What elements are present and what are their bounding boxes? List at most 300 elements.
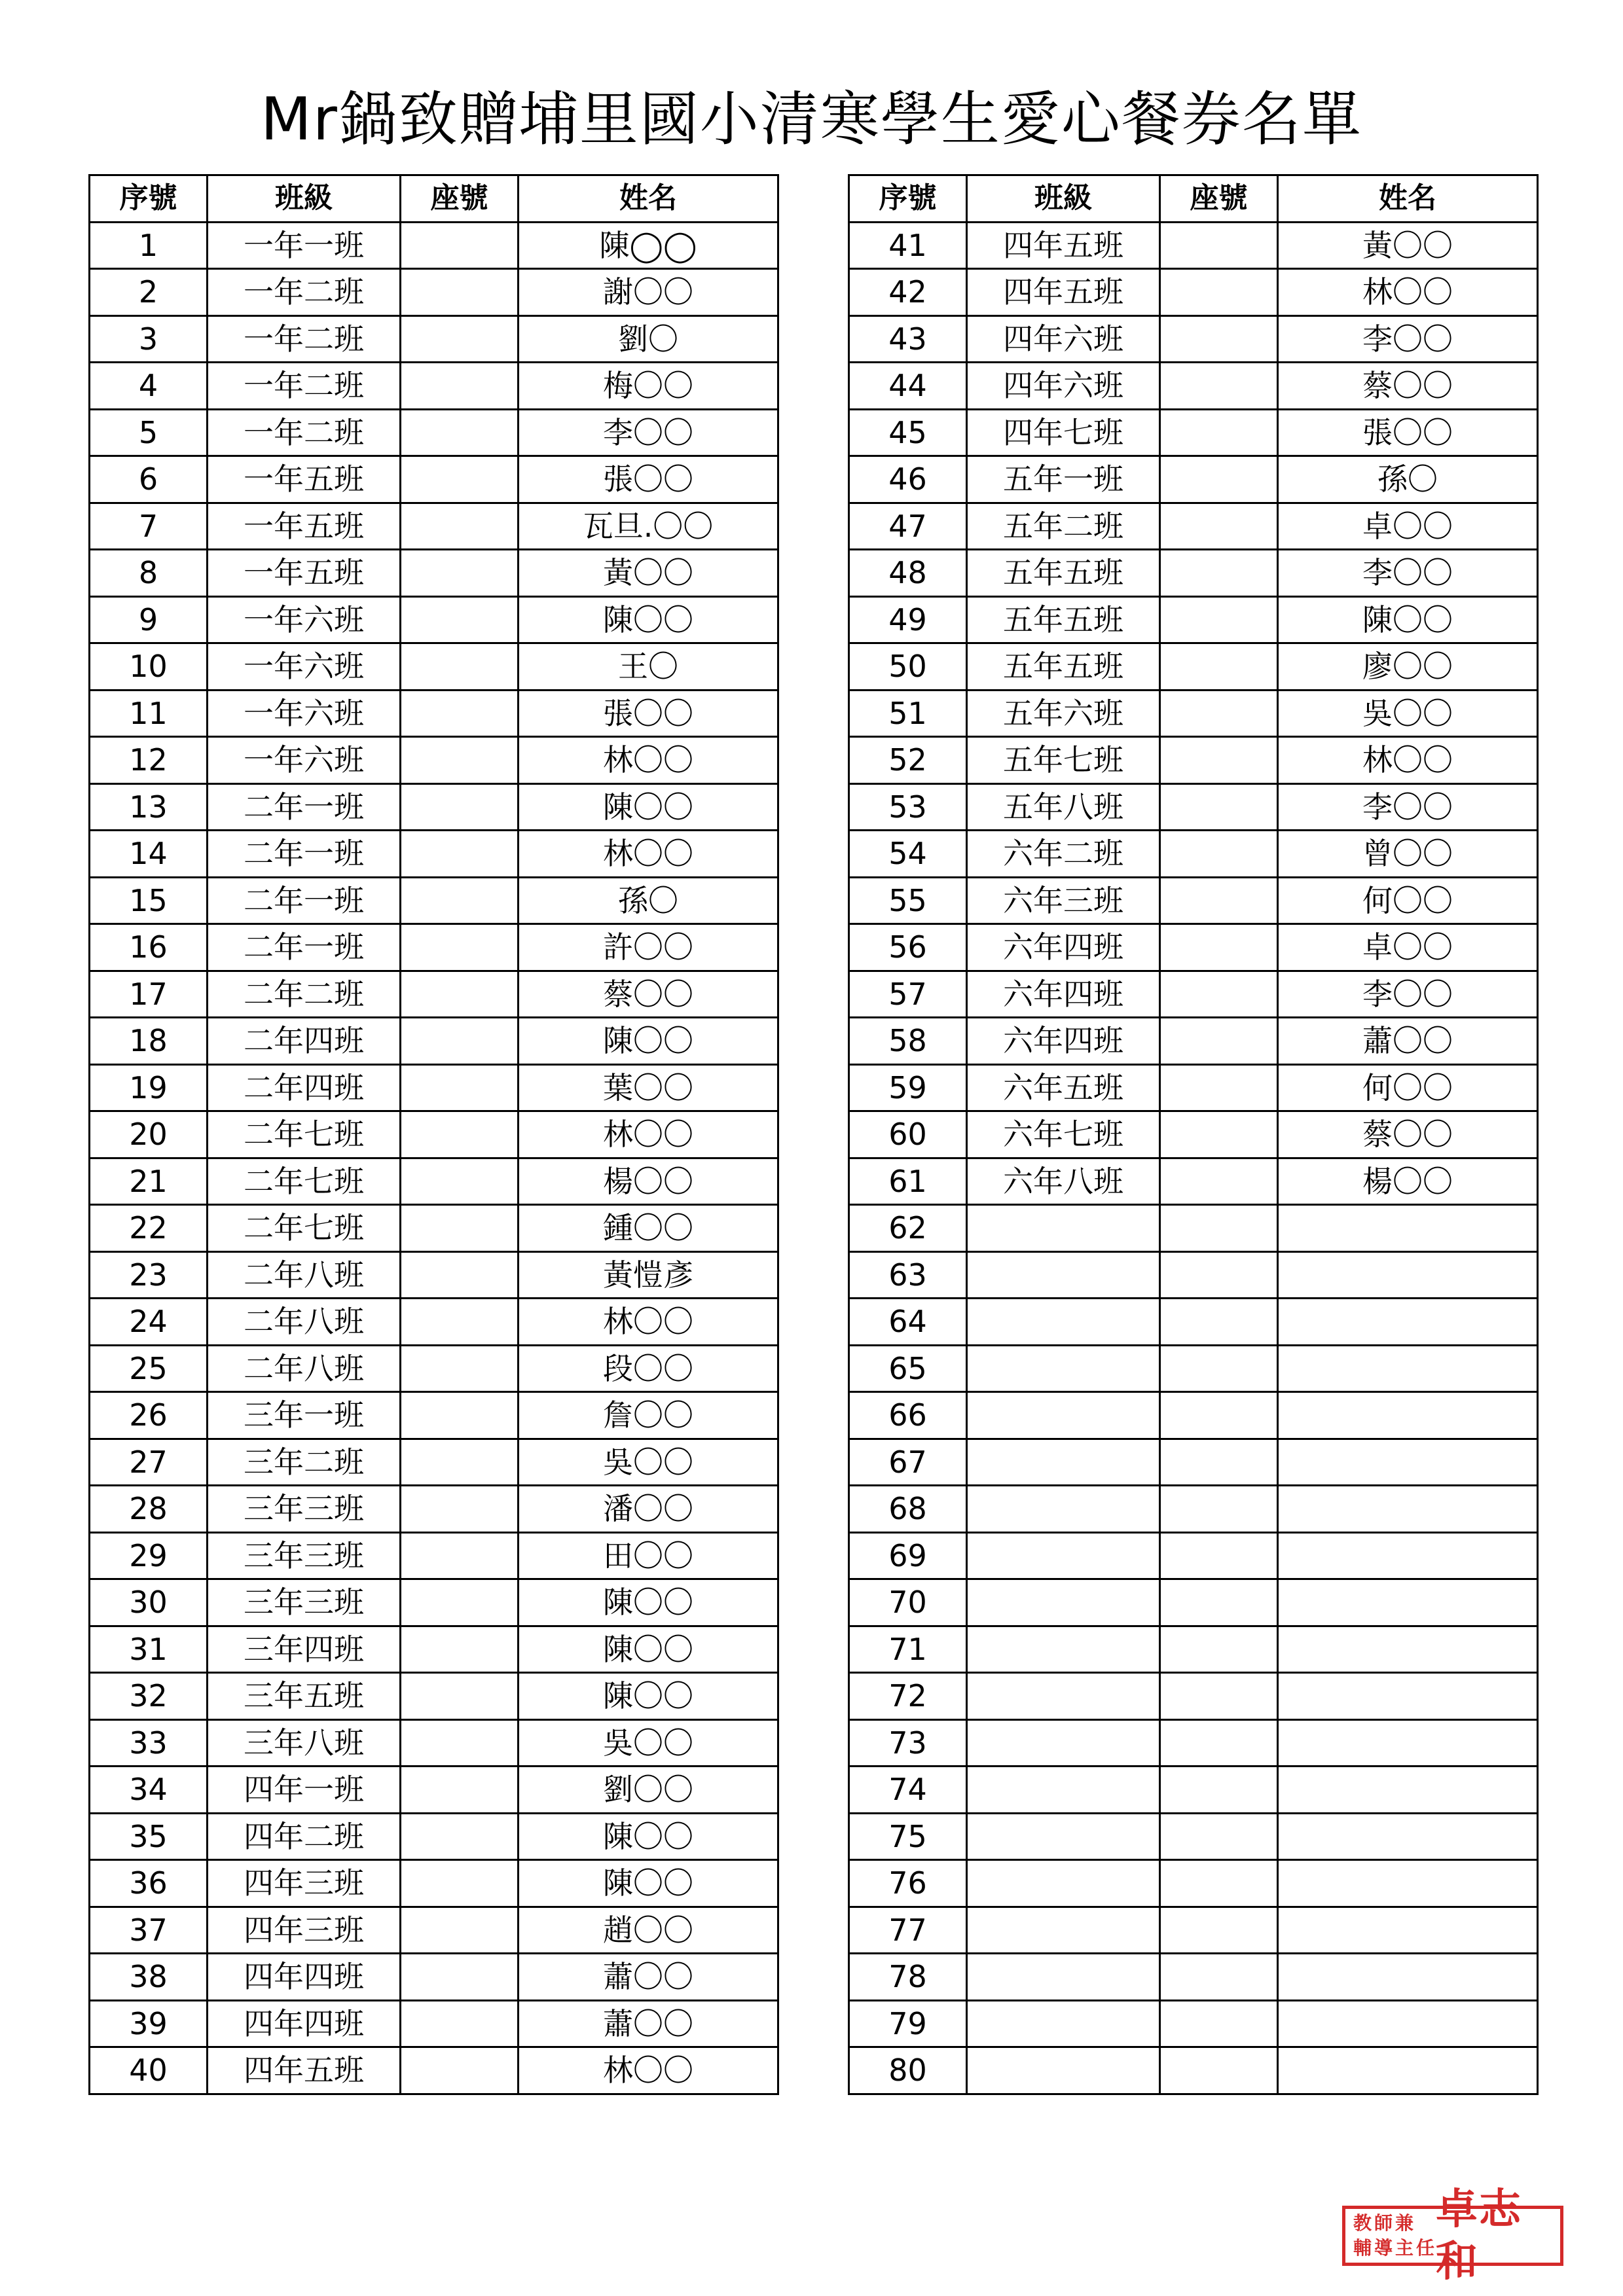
cell-name: 陳◯◯ [519, 222, 778, 269]
cell-name: 鍾〇〇 [519, 1205, 778, 1252]
table-row [90, 1907, 778, 1954]
cell-seat [401, 1345, 519, 1392]
cell-no: 35 [90, 1813, 208, 1860]
cell-class: 三年二班 [208, 1439, 401, 1486]
cell-name: 何〇〇 [1278, 877, 1538, 924]
cell-no: 13 [90, 783, 208, 831]
seal-title-chars-2 [1394, 2211, 1436, 2261]
cell-name [1278, 1486, 1538, 1533]
cell-name: 楊〇〇 [1278, 1158, 1538, 1205]
table-row [90, 1251, 778, 1299]
cell-name: 吳〇〇 [1278, 690, 1538, 737]
cell-class [967, 1954, 1160, 2001]
table-row [90, 1064, 778, 1111]
table-row [849, 1954, 1538, 2001]
cell-seat [401, 1954, 519, 2001]
cell-seat [1160, 550, 1278, 597]
cell-name [1278, 1392, 1538, 1439]
table-row [849, 1579, 1538, 1626]
cell-no: 6 [90, 456, 208, 503]
cell-class: 一年六班 [208, 596, 401, 643]
cell-no: 9 [90, 596, 208, 643]
cell-name: 梅〇〇 [519, 363, 778, 410]
table-row [849, 1392, 1538, 1439]
cell-class [967, 1767, 1160, 1814]
cell-name: 吳〇〇 [519, 1719, 778, 1767]
table-row [90, 315, 778, 363]
table-row [849, 924, 1538, 971]
cell-name [1278, 1439, 1538, 1486]
table-row [90, 222, 778, 269]
cell-no: 14 [90, 831, 208, 878]
cell-name: 陳〇〇 [519, 1018, 778, 1065]
table-row [849, 643, 1538, 691]
table-row [849, 222, 1538, 269]
table-header-row [849, 175, 1538, 223]
cell-seat [1160, 643, 1278, 691]
cell-name: 李〇〇 [1278, 550, 1538, 597]
cell-name: 蕭〇〇 [519, 2000, 778, 2047]
cell-seat [1160, 1860, 1278, 1907]
cell-class [967, 1813, 1160, 1860]
cell-seat [401, 1064, 519, 1111]
cell-name: 陳〇〇 [1278, 596, 1538, 643]
cell-seat [1160, 503, 1278, 550]
cell-class: 六年七班 [967, 1111, 1160, 1158]
cell-class: 三年五班 [208, 1673, 401, 1720]
cell-name [1278, 1299, 1538, 1346]
cell-name: 林〇〇 [1278, 269, 1538, 316]
cell-seat [401, 222, 519, 269]
table-row [849, 1111, 1538, 1158]
cell-class [967, 1860, 1160, 1907]
cell-name: 黃〇〇 [519, 550, 778, 597]
cell-class: 六年四班 [967, 924, 1160, 971]
table-row [90, 596, 778, 643]
cell-no: 30 [90, 1579, 208, 1626]
cell-seat [401, 1813, 519, 1860]
cell-class [967, 1673, 1160, 1720]
cell-class: 五年八班 [967, 783, 1160, 831]
table-row [849, 1907, 1538, 1954]
cell-class: 三年八班 [208, 1719, 401, 1767]
cell-class [967, 1205, 1160, 1252]
header-no: 序號 [849, 175, 967, 223]
cell-no: 15 [90, 877, 208, 924]
table-row [90, 1018, 778, 1065]
cell-name: 葉〇〇 [519, 1064, 778, 1111]
table-row [849, 1018, 1538, 1065]
cell-name: 林〇〇 [519, 1299, 778, 1346]
cell-class: 一年二班 [208, 409, 401, 456]
cell-seat [1160, 737, 1278, 784]
cell-seat [1160, 222, 1278, 269]
cell-no: 40 [90, 2047, 208, 2094]
table-row [849, 596, 1538, 643]
cell-seat [401, 690, 519, 737]
cell-class: 一年五班 [208, 550, 401, 597]
cell-seat [401, 783, 519, 831]
cell-name [1278, 1205, 1538, 1252]
cell-name: 林〇〇 [519, 831, 778, 878]
cell-class [967, 1907, 1160, 1954]
table-row [849, 690, 1538, 737]
cell-class: 五年七班 [967, 737, 1160, 784]
cell-no: 39 [90, 2000, 208, 2047]
cell-no: 69 [849, 1532, 967, 1579]
cell-no: 21 [90, 1158, 208, 1205]
cell-class: 五年二班 [967, 503, 1160, 550]
table-row [90, 269, 778, 316]
cell-name: 廖〇〇 [1278, 643, 1538, 691]
seal-char: 師 [1374, 2212, 1393, 2234]
cell-no: 76 [849, 1860, 967, 1907]
table-row [90, 1392, 778, 1439]
cell-seat [401, 1486, 519, 1533]
cell-no: 53 [849, 783, 967, 831]
cell-class: 一年六班 [208, 690, 401, 737]
cell-seat [1160, 1626, 1278, 1673]
table-row [849, 783, 1538, 831]
cell-seat [401, 1018, 519, 1065]
cell-no: 23 [90, 1251, 208, 1299]
roster-table-left [88, 174, 779, 2095]
cell-name [1278, 1767, 1538, 1814]
table-row [849, 269, 1538, 316]
table-row [849, 877, 1538, 924]
cell-no: 61 [849, 1158, 967, 1205]
cell-no: 57 [849, 971, 967, 1018]
cell-class: 一年六班 [208, 643, 401, 691]
cell-class: 四年六班 [967, 315, 1160, 363]
cell-class: 三年三班 [208, 1532, 401, 1579]
cell-class [967, 2000, 1160, 2047]
cell-class: 六年二班 [967, 831, 1160, 878]
cell-name: 楊〇〇 [519, 1158, 778, 1205]
cell-class [967, 1439, 1160, 1486]
cell-seat [1160, 1907, 1278, 1954]
cell-seat [1160, 1299, 1278, 1346]
table-row [849, 831, 1538, 878]
cell-class: 五年六班 [967, 690, 1160, 737]
table-row [849, 737, 1538, 784]
table-row [849, 1767, 1538, 1814]
table-row [849, 409, 1538, 456]
cell-name: 陳〇〇 [519, 1579, 778, 1626]
cell-seat [1160, 783, 1278, 831]
cell-no: 80 [849, 2047, 967, 2094]
table-row [90, 1111, 778, 1158]
cell-no: 18 [90, 1018, 208, 1065]
cell-name: 詹〇〇 [519, 1392, 778, 1439]
cell-name [1278, 1673, 1538, 1720]
cell-class: 二年一班 [208, 924, 401, 971]
cell-name [1278, 2047, 1538, 2094]
cell-class: 一年二班 [208, 269, 401, 316]
cell-seat [401, 1392, 519, 1439]
cell-seat [1160, 1111, 1278, 1158]
cell-class: 一年一班 [208, 222, 401, 269]
table-row [849, 550, 1538, 597]
cell-seat [1160, 2000, 1278, 2047]
cell-no: 22 [90, 1205, 208, 1252]
table-row [849, 1532, 1538, 1579]
table-row [849, 456, 1538, 503]
cell-no: 47 [849, 503, 967, 550]
cell-seat [1160, 1064, 1278, 1111]
cell-seat [401, 1532, 519, 1579]
cell-class: 四年三班 [208, 1860, 401, 1907]
cell-class: 三年一班 [208, 1392, 401, 1439]
table-row [849, 2047, 1538, 2094]
cell-no: 50 [849, 643, 967, 691]
cell-no: 54 [849, 831, 967, 878]
cell-seat [1160, 1532, 1278, 1579]
cell-class [967, 1299, 1160, 1346]
cell-class: 一年二班 [208, 315, 401, 363]
header-class: 班級 [967, 175, 1160, 223]
cell-name: 陳〇〇 [519, 596, 778, 643]
cell-class: 三年三班 [208, 1579, 401, 1626]
cell-seat [401, 2000, 519, 2047]
cell-no: 26 [90, 1392, 208, 1439]
cell-name [1278, 1813, 1538, 1860]
cell-no: 45 [849, 409, 967, 456]
cell-seat [401, 877, 519, 924]
cell-class [967, 1579, 1160, 1626]
cell-seat [401, 1579, 519, 1626]
cell-class [967, 1626, 1160, 1673]
cell-seat [1160, 1205, 1278, 1252]
cell-seat [1160, 1767, 1278, 1814]
cell-name [1278, 1251, 1538, 1299]
table-row [90, 1626, 778, 1673]
table-row [849, 971, 1538, 1018]
cell-name: 陳〇〇 [519, 1673, 778, 1720]
cell-name: 趙〇〇 [519, 1907, 778, 1954]
cell-no: 41 [849, 222, 967, 269]
cell-no: 24 [90, 1299, 208, 1346]
table-row [849, 1813, 1538, 1860]
cell-name: 林〇〇 [1278, 737, 1538, 784]
table-row [90, 1954, 778, 2001]
cell-no: 71 [849, 1626, 967, 1673]
cell-class: 四年四班 [208, 2000, 401, 2047]
cell-seat [401, 1719, 519, 1767]
cell-seat [401, 1205, 519, 1252]
cell-name: 蔡〇〇 [1278, 363, 1538, 410]
cell-class: 三年四班 [208, 1626, 401, 1673]
cell-class: 二年四班 [208, 1018, 401, 1065]
table-row [90, 456, 778, 503]
cell-no: 25 [90, 1345, 208, 1392]
cell-seat [1160, 1579, 1278, 1626]
cell-no: 74 [849, 1767, 967, 1814]
cell-no: 49 [849, 596, 967, 643]
cell-class: 四年五班 [967, 222, 1160, 269]
cell-name: 李〇〇 [1278, 315, 1538, 363]
cell-no: 42 [849, 269, 967, 316]
cell-class: 四年三班 [208, 1907, 401, 1954]
cell-class: 五年五班 [967, 643, 1160, 691]
cell-seat [1160, 2047, 1278, 2094]
seal-char: 導 [1374, 2237, 1393, 2259]
cell-name: 段〇〇 [519, 1345, 778, 1392]
cell-class [967, 1392, 1160, 1439]
cell-name: 何〇〇 [1278, 1064, 1538, 1111]
cell-class: 五年五班 [967, 596, 1160, 643]
cell-seat [1160, 1954, 1278, 2001]
cell-no: 27 [90, 1439, 208, 1486]
cell-class: 一年二班 [208, 363, 401, 410]
cell-no: 11 [90, 690, 208, 737]
document-title: Mr鍋致贈埔里國小清寒學生愛心餐券名單 [261, 85, 1362, 154]
cell-seat [401, 1439, 519, 1486]
cell-name: 李〇〇 [1278, 783, 1538, 831]
table-row [90, 1439, 778, 1486]
cell-class: 四年五班 [967, 269, 1160, 316]
cell-class [967, 1719, 1160, 1767]
cell-class: 一年五班 [208, 503, 401, 550]
cell-seat [401, 550, 519, 597]
cell-class: 四年一班 [208, 1767, 401, 1814]
cell-seat [401, 1860, 519, 1907]
cell-name: 孫〇 [1278, 456, 1538, 503]
cell-name: 林〇〇 [519, 1111, 778, 1158]
cell-name: 王〇 [519, 643, 778, 691]
cell-name: 許〇〇 [519, 924, 778, 971]
cell-no: 29 [90, 1532, 208, 1579]
cell-name: 黃愷彥 [519, 1251, 778, 1299]
cell-seat [401, 315, 519, 363]
cell-name: 吳〇〇 [519, 1439, 778, 1486]
cell-class: 三年三班 [208, 1486, 401, 1533]
cell-name [1278, 1954, 1538, 2001]
roster-body-right [849, 222, 1538, 2094]
cell-seat [401, 831, 519, 878]
cell-no: 8 [90, 550, 208, 597]
cell-class: 六年三班 [967, 877, 1160, 924]
cell-seat [401, 643, 519, 691]
cell-no: 73 [849, 1719, 967, 1767]
cell-seat [1160, 690, 1278, 737]
cell-seat [1160, 1018, 1278, 1065]
cell-class [967, 1345, 1160, 1392]
seal-name: 卓志和 [1436, 2185, 1522, 2286]
director-seal-stamp [1342, 2185, 1563, 2286]
table-row [849, 1251, 1538, 1299]
roster-body-left [90, 222, 778, 2094]
cell-class: 二年四班 [208, 1064, 401, 1111]
table-row [90, 2000, 778, 2047]
table-row [90, 2047, 778, 2094]
cell-name: 蔡〇〇 [1278, 1111, 1538, 1158]
table-row [849, 1673, 1538, 1720]
cell-seat [1160, 1719, 1278, 1767]
table-row [90, 831, 778, 878]
cell-class: 五年五班 [967, 550, 1160, 597]
cell-name: 林〇〇 [519, 737, 778, 784]
cell-seat [401, 1626, 519, 1673]
cell-seat [401, 1673, 519, 1720]
table-row [90, 1579, 778, 1626]
table-header-row [90, 175, 778, 223]
table-row [90, 643, 778, 691]
cell-class: 四年二班 [208, 1813, 401, 1860]
cell-class: 六年四班 [967, 971, 1160, 1018]
table-row [849, 363, 1538, 410]
table-row [849, 1719, 1538, 1767]
cell-seat [401, 409, 519, 456]
table-row [90, 1486, 778, 1533]
table-row [90, 503, 778, 550]
table-row [90, 363, 778, 410]
seal-char: 輔 [1353, 2237, 1372, 2259]
cell-no: 17 [90, 971, 208, 1018]
roster-table-right [848, 174, 1539, 2095]
table-row [90, 690, 778, 737]
cell-name [1278, 1579, 1538, 1626]
cell-no: 31 [90, 1626, 208, 1673]
cell-class [967, 1532, 1160, 1579]
table-row [90, 1299, 778, 1346]
cell-seat [1160, 1251, 1278, 1299]
table-row [90, 1345, 778, 1392]
cell-class: 四年七班 [967, 409, 1160, 456]
table-row [90, 1532, 778, 1579]
table-row [90, 1158, 778, 1205]
cell-class: 二年八班 [208, 1251, 401, 1299]
cell-seat [1160, 1486, 1278, 1533]
cell-no: 68 [849, 1486, 967, 1533]
cell-name: 張〇〇 [519, 456, 778, 503]
cell-name: 陳〇〇 [519, 1626, 778, 1673]
cell-name: 卓〇〇 [1278, 924, 1538, 971]
cell-class [967, 2047, 1160, 2094]
cell-name: 蔡〇〇 [519, 971, 778, 1018]
cell-seat [401, 456, 519, 503]
seal-char: 任 [1415, 2237, 1434, 2259]
cell-name: 曾〇〇 [1278, 831, 1538, 878]
cell-no: 20 [90, 1111, 208, 1158]
header-name: 姓名 [1278, 175, 1538, 223]
cell-seat [1160, 1673, 1278, 1720]
table-row [849, 1345, 1538, 1392]
table-row [849, 1299, 1538, 1346]
cell-no: 62 [849, 1205, 967, 1252]
cell-no: 56 [849, 924, 967, 971]
cell-no: 44 [849, 363, 967, 410]
cell-no: 36 [90, 1860, 208, 1907]
cell-class: 二年七班 [208, 1111, 401, 1158]
table-row [90, 1205, 778, 1252]
table-row [90, 1767, 778, 1814]
cell-no: 5 [90, 409, 208, 456]
table-row [90, 783, 778, 831]
cell-name [1278, 1719, 1538, 1767]
cell-no: 67 [849, 1439, 967, 1486]
cell-class: 六年四班 [967, 1018, 1160, 1065]
table-row [90, 409, 778, 456]
cell-no: 38 [90, 1954, 208, 2001]
table-row [849, 1486, 1538, 1533]
cell-seat [401, 1251, 519, 1299]
cell-seat [1160, 831, 1278, 878]
cell-name: 謝〇〇 [519, 269, 778, 316]
cell-name [1278, 1907, 1538, 1954]
cell-no: 37 [90, 1907, 208, 1954]
cell-name: 蕭〇〇 [519, 1954, 778, 2001]
